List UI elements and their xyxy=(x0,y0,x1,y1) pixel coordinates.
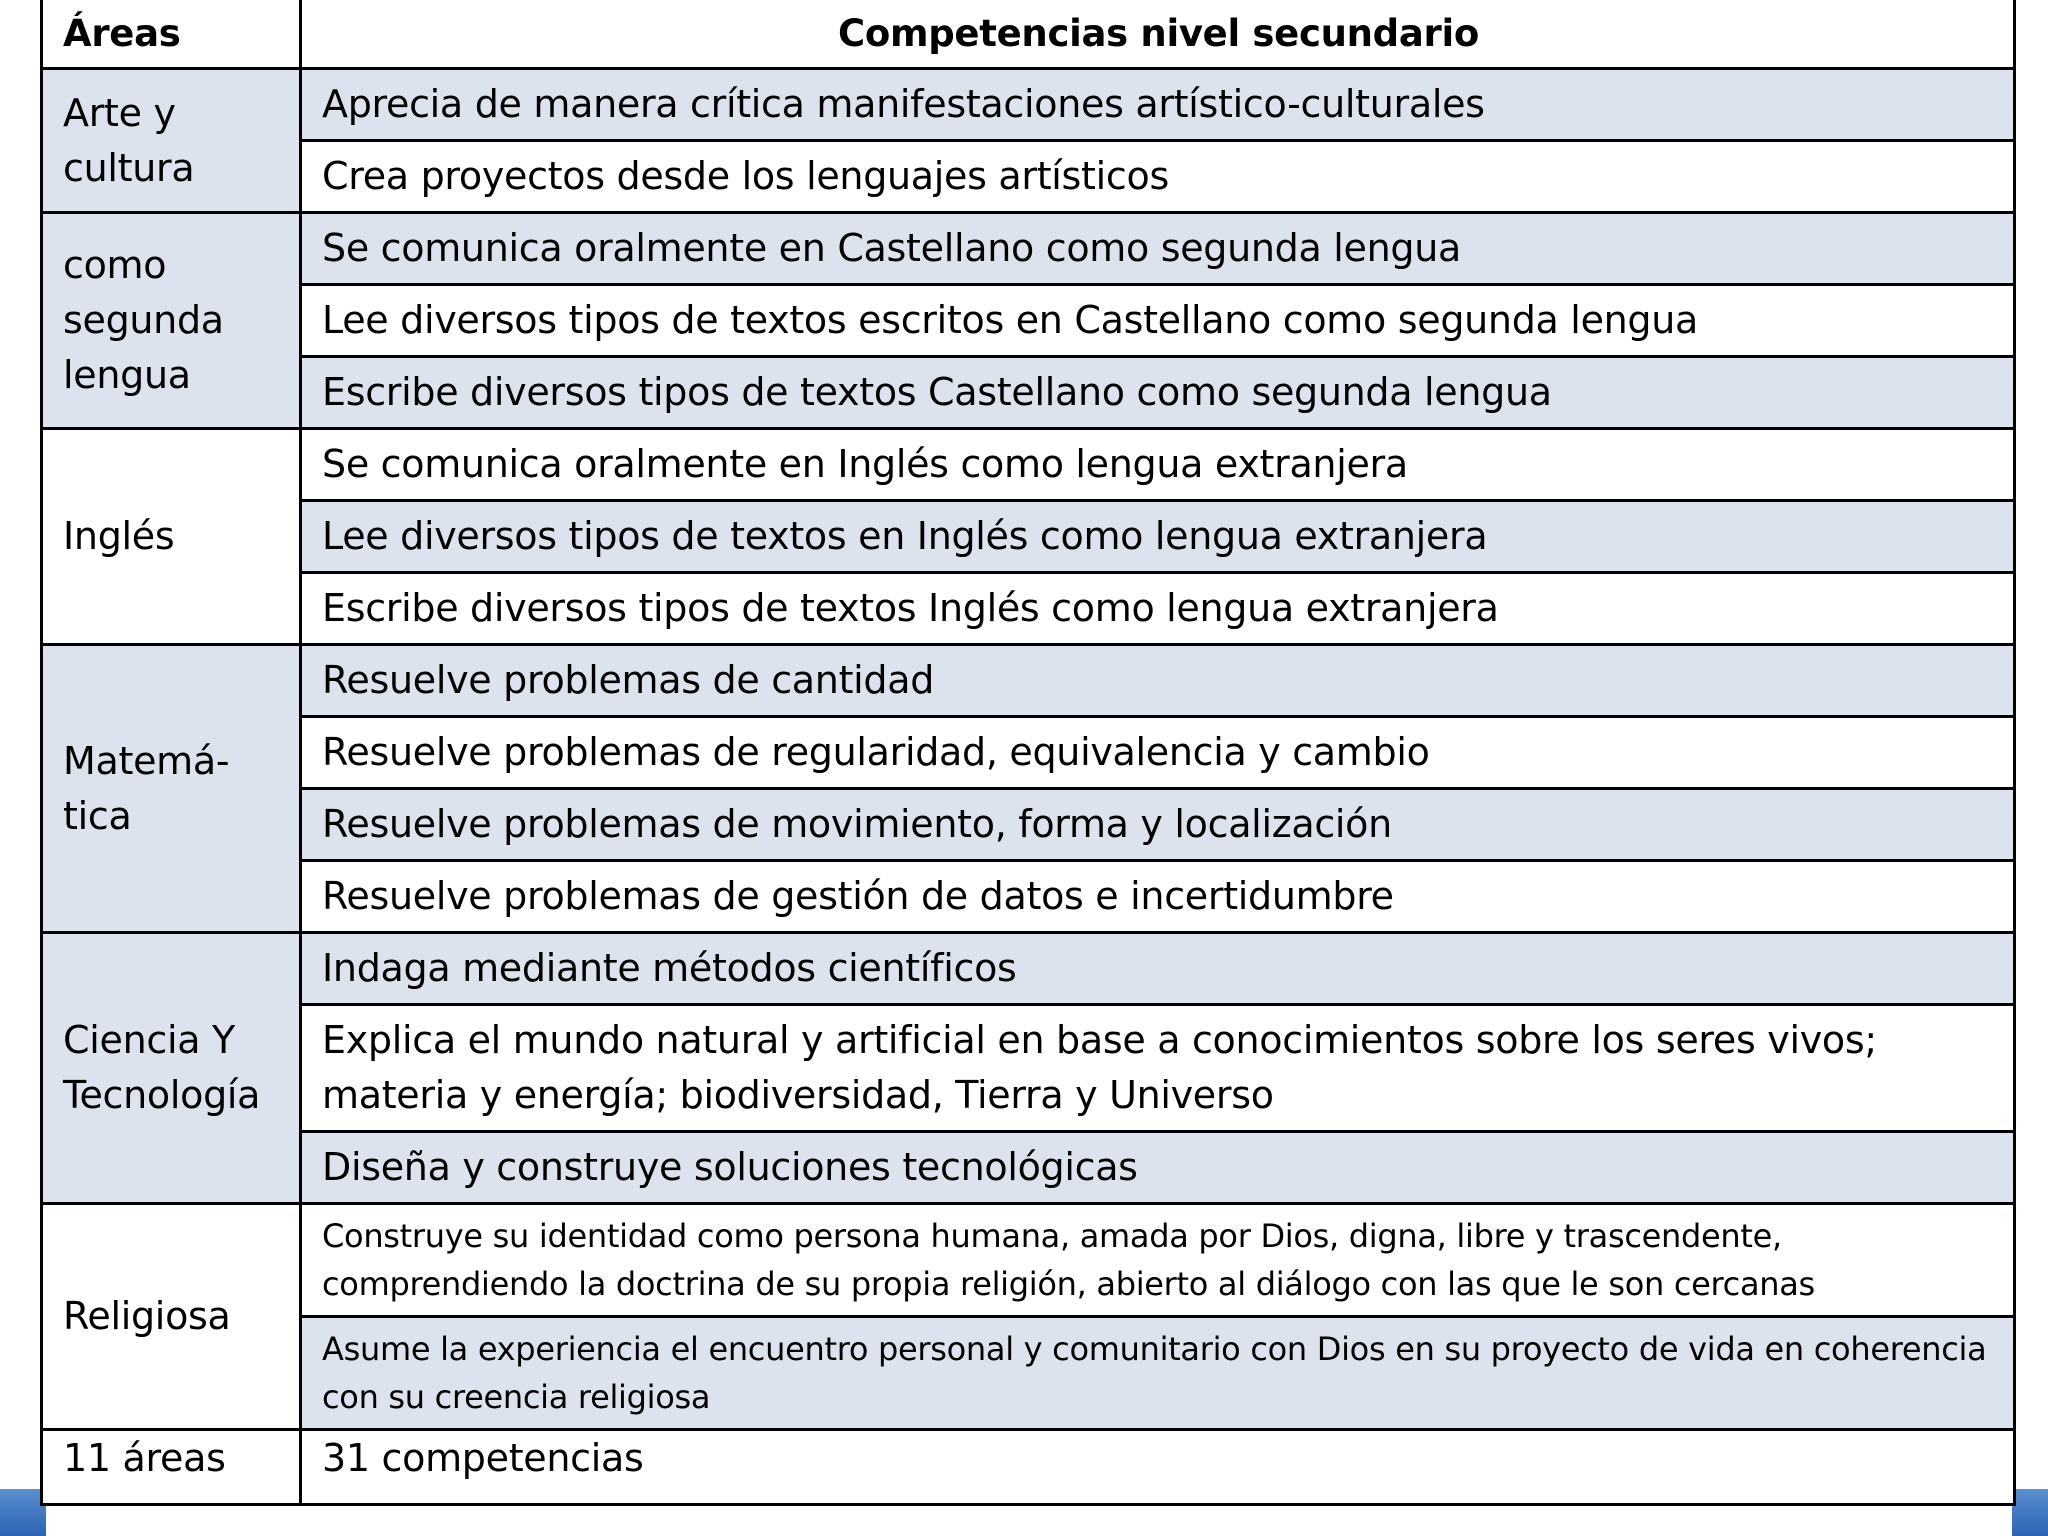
competencia-cell: Escribe diversos tipos de textos Castellano como segunda lengua xyxy=(301,357,2015,429)
competencia-cell: Diseña y construye soluciones tecnológicas xyxy=(301,1132,2015,1204)
competencia-cell: Lee diversos tipos de textos en Inglés como lengua extranjera xyxy=(301,501,2015,573)
area-cell: Inglés xyxy=(42,429,301,645)
competencia-cell: Aprecia de manera crítica manifestaciones artístico-culturales xyxy=(301,69,2015,141)
competencias-table xyxy=(40,0,2016,1506)
slide-accent-bar-right xyxy=(2012,1489,2048,1536)
competencia-cell: Asume la experiencia el encuentro personal y comunitario con Dios en su proyecto de vida en coherencia con su creencia religiosa xyxy=(301,1317,2015,1430)
competencia-cell: Lee diversos tipos de textos escritos en Castellano como segunda lengua xyxy=(301,285,2015,357)
table-row xyxy=(42,789,2015,861)
table-row xyxy=(42,501,2015,573)
table-row xyxy=(42,141,2015,213)
competencia-cell: Indaga mediante métodos científicos xyxy=(301,933,2015,1005)
table-row xyxy=(42,69,2015,141)
table-row xyxy=(42,1132,2015,1204)
table-row xyxy=(42,1005,2015,1132)
competencia-cell: Resuelve problemas de regularidad, equivalencia y cambio xyxy=(301,717,2015,789)
table-row xyxy=(42,1317,2015,1430)
table-row xyxy=(42,573,2015,645)
header-row xyxy=(42,0,2015,69)
table-row xyxy=(42,717,2015,789)
competencia-cell: Resuelve problemas de gestión de datos e incertidumbre xyxy=(301,861,2015,933)
summary-row xyxy=(42,1430,2015,1505)
competencia-cell: Crea proyectos desde los lenguajes artísticos xyxy=(301,141,2015,213)
table-row xyxy=(42,1204,2015,1317)
area-cell: como segunda lengua xyxy=(42,213,301,429)
total-areas: 11 áreas xyxy=(42,1430,301,1505)
header-competencias: Competencias nivel secundario xyxy=(301,0,2015,69)
competencia-cell: Se comunica oralmente en Inglés como lengua extranjera xyxy=(301,429,2015,501)
competencia-cell: Escribe diversos tipos de textos Inglés como lengua extranjera xyxy=(301,573,2015,645)
competencia-cell: Resuelve problemas de cantidad xyxy=(301,645,2015,717)
area-cell: Matemá-tica xyxy=(42,645,301,933)
header-areas: Áreas xyxy=(42,0,301,69)
table-row xyxy=(42,429,2015,501)
table-row xyxy=(42,213,2015,285)
table-row xyxy=(42,357,2015,429)
competencia-cell: Explica el mundo natural y artificial en base a conocimientos sobre los seres vivos; materia y energía; biodiversidad, Tierra y Universo xyxy=(301,1005,2015,1132)
competencia-cell: Construye su identidad como persona humana, amada por Dios, digna, libre y trascendente, comprendiendo la doctrina de su propia religión, abierto al diálogo con las que le son cercanas xyxy=(301,1204,2015,1317)
table-row xyxy=(42,933,2015,1005)
table-row xyxy=(42,645,2015,717)
competencia-cell: Resuelve problemas de movimiento, forma y localización xyxy=(301,789,2015,861)
total-competencias: 31 competencias xyxy=(301,1430,2015,1505)
area-cell: Arte y cultura xyxy=(42,69,301,213)
table-row xyxy=(42,285,2015,357)
table-row xyxy=(42,861,2015,933)
competencia-cell: Se comunica oralmente en Castellano como segunda lengua xyxy=(301,213,2015,285)
area-cell: Religiosa xyxy=(42,1204,301,1430)
area-cell: Ciencia Y Tecnología xyxy=(42,933,301,1204)
